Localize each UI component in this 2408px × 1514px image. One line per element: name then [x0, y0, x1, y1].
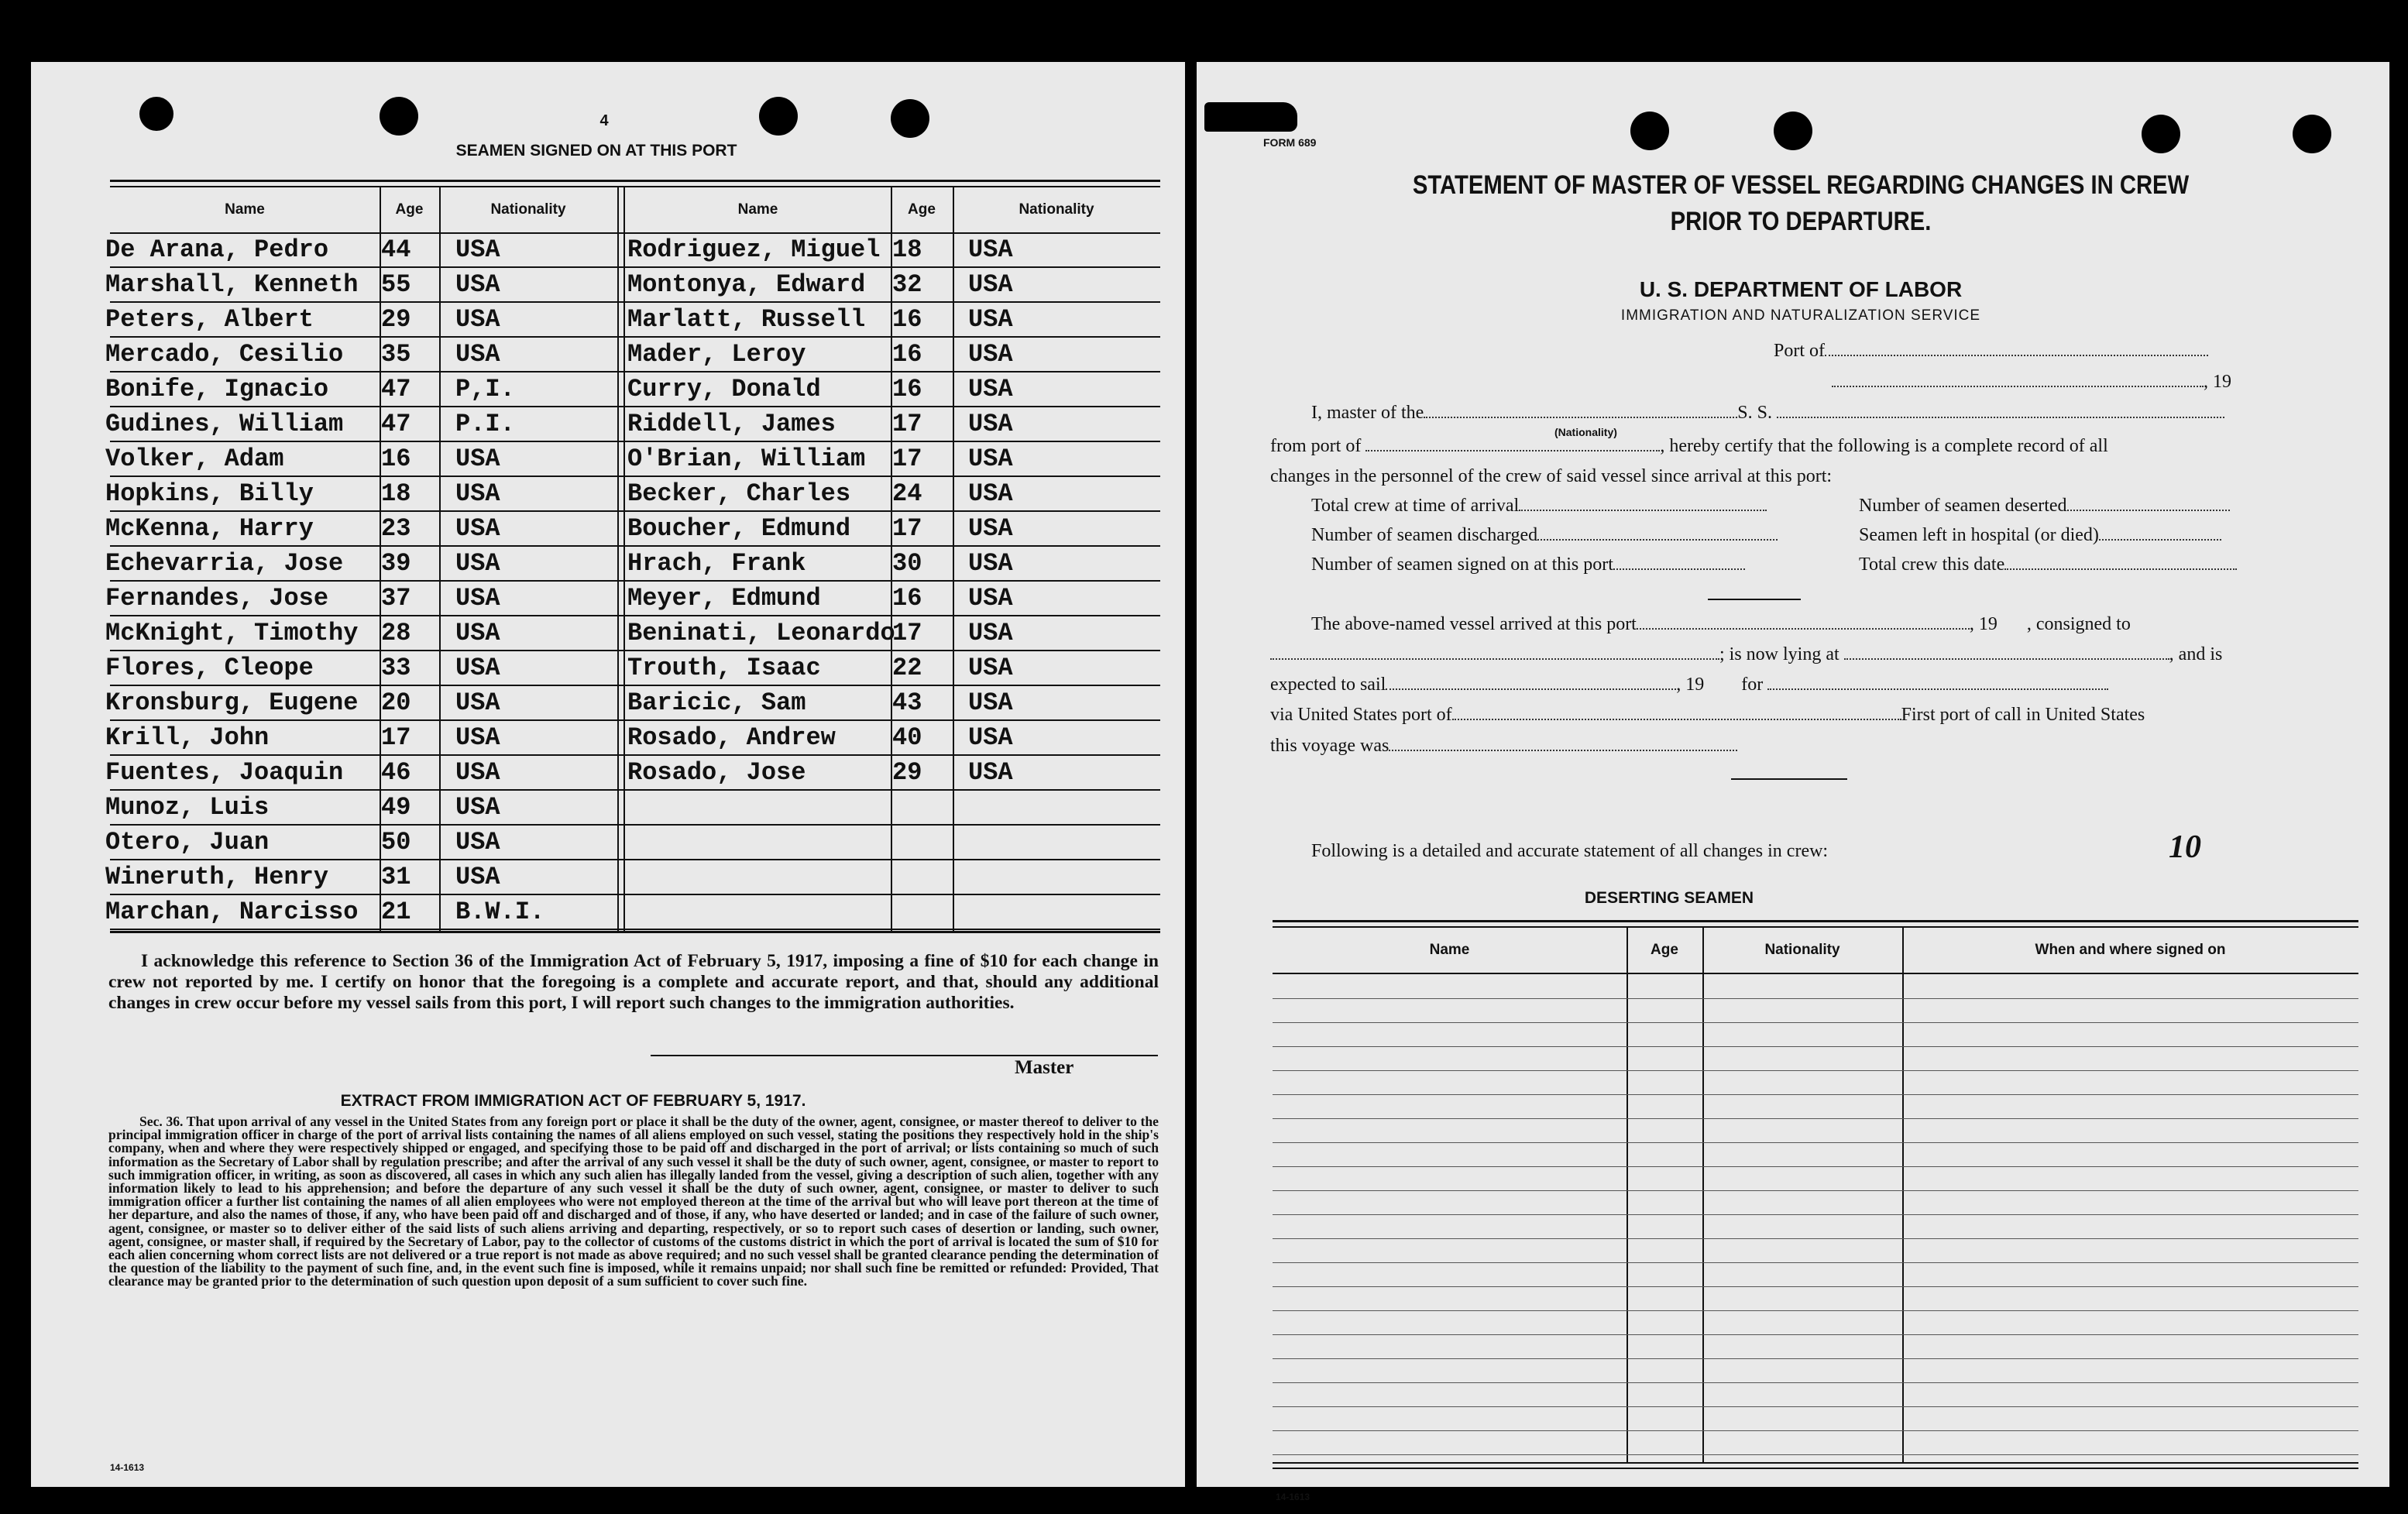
seaman-name: Boucher, Edmund	[627, 514, 851, 543]
left-page	[31, 62, 1185, 1487]
from-port-field[interactable]	[1365, 450, 1660, 451]
seaman-name: Peters, Albert	[105, 305, 314, 334]
deserting-row-line	[1273, 1238, 2358, 1239]
seaman-nationality: USA	[455, 549, 500, 578]
seaman-age: 23	[381, 514, 411, 543]
deserting-row-line	[1273, 1406, 2358, 1407]
seaman-nationality: USA	[455, 654, 500, 682]
punch-hole	[139, 97, 173, 131]
seaman-age: 16	[892, 305, 922, 334]
seaman-age: 29	[381, 305, 411, 334]
seaman-name: Marchan, Narcisso	[105, 898, 359, 926]
seaman-age: 20	[381, 688, 411, 717]
seaman-age: 24	[892, 479, 922, 508]
seaman-age: 17	[381, 723, 411, 752]
certify-text: , hereby certify that the following is a complete record of all	[1660, 436, 2108, 456]
seaman-nationality: USA	[968, 514, 1013, 543]
seaman-age: 31	[381, 863, 411, 891]
punch-hole	[2142, 115, 2180, 153]
row-divider	[110, 650, 1160, 651]
deserting-header-name: Name	[1429, 942, 1470, 958]
nineteen-label: , 19	[1969, 614, 1998, 634]
deserting-row-line	[1273, 1382, 2358, 1383]
seaman-nationality: USA	[968, 688, 1013, 717]
seaman-age: 18	[381, 479, 411, 508]
section-title: SEAMEN SIGNED ON AT THIS PORT	[455, 142, 737, 160]
row-divider	[110, 580, 1160, 582]
seaman-name: Fernandes, Jose	[105, 584, 329, 613]
nationality-hint: (Nationality)	[1554, 426, 1617, 438]
seaman-name: Montonya, Edward	[627, 270, 866, 299]
row-divider	[110, 441, 1160, 442]
service-name: IMMIGRATION AND NATURALIZATION SERVICE	[1620, 307, 1981, 324]
year-prefix: , 19	[2204, 372, 2231, 392]
column-header-name: Name	[225, 201, 265, 218]
right-page	[1197, 62, 2389, 1502]
seaman-name: Marshall, Kenneth	[105, 270, 359, 299]
row-divider	[110, 336, 1160, 338]
destination-field[interactable]	[1767, 688, 2108, 690]
seaman-nationality: USA	[455, 270, 500, 299]
seaman-nationality: USA	[968, 758, 1013, 787]
for-label: for	[1741, 675, 1764, 695]
seaman-age: 17	[892, 445, 922, 473]
seaman-name: Bonife, Ignacio	[105, 375, 329, 403]
seaman-nationality: USA	[968, 235, 1013, 264]
seaman-age: 28	[381, 619, 411, 647]
seamen-deserted-field[interactable]	[2067, 510, 2230, 511]
deserting-row-line	[1273, 1166, 2358, 1167]
seaman-name: Volker, Adam	[105, 445, 284, 473]
seaman-age: 16	[892, 584, 922, 613]
seaman-nationality: USA	[968, 270, 1013, 299]
seaman-age: 43	[892, 688, 922, 717]
total-crew-arrival-label: Total crew at time of arrival	[1311, 496, 1520, 516]
seaman-age: 55	[381, 270, 411, 299]
seaman-name: Wineruth, Henry	[105, 863, 329, 891]
footer-code: 14-1613	[1276, 1492, 1310, 1502]
seamen-deserted-label: Number of seamen deserted	[1859, 496, 2067, 516]
seaman-name: Mader, Leroy	[627, 340, 806, 369]
row-divider	[110, 371, 1160, 372]
column-header-nationality: Nationality	[1019, 201, 1094, 218]
voyage-label: this voyage was	[1270, 736, 1389, 756]
seaman-age: 40	[892, 723, 922, 752]
deserting-row-line	[1273, 1190, 2358, 1191]
seaman-age: 17	[892, 619, 922, 647]
seamen-hospital-label: Seamen left in hospital (or died)	[1859, 525, 2099, 545]
seaman-name: Otero, Juan	[105, 828, 270, 857]
column-header-name: Name	[737, 201, 778, 218]
seaman-name: Echevarria, Jose	[105, 549, 344, 578]
row-divider	[110, 894, 1160, 895]
following-text: Following is a detailed and accurate statement of all changes in crew:	[1311, 841, 1829, 861]
seaman-age: 29	[892, 758, 922, 787]
seaman-age: 47	[381, 410, 411, 438]
date-field[interactable]	[1832, 386, 2204, 387]
seaman-name: Beninati, Leonardo	[627, 619, 895, 647]
seaman-nationality: USA	[455, 619, 500, 647]
from-port-label: from port of	[1270, 436, 1362, 456]
extract-title: EXTRACT FROM IMMIGRATION ACT OF FEBRUARY 5, 1917.	[340, 1092, 806, 1110]
and-is-label: , and is	[2169, 644, 2223, 664]
column-header-age: Age	[395, 201, 424, 218]
consignee-field[interactable]	[1270, 658, 1719, 660]
deserting-row-line	[1273, 1430, 2358, 1431]
column-header-age: Age	[908, 201, 936, 218]
deserting-row-line	[1273, 1454, 2358, 1455]
first-port-label: First port of call in United States	[1901, 705, 2145, 725]
seaman-name: Munoz, Luis	[105, 793, 270, 822]
seaman-nationality: USA	[455, 445, 500, 473]
acknowledgement-text: I acknowledge this reference to Section 36 of the Immigration Act of February 5, 1917, imposing a fine of $10 for each change in crew not reported by me. I certify on honor that the foregoing is a complete and accurate report, and that, should any additional changes in crew occur before my vessel sails from this port, I will report such changes to the immigration authorities.	[108, 951, 1159, 1013]
row-divider	[110, 929, 1160, 930]
seaman-nationality: USA	[455, 479, 500, 508]
seaman-name: Kronsburg, Eugene	[105, 688, 359, 717]
seaman-age: 47	[381, 375, 411, 403]
seaman-name: Rosado, Jose	[627, 758, 806, 787]
seaman-age: 46	[381, 758, 411, 787]
deserting-row-line	[1273, 1262, 2358, 1263]
voyage-field[interactable]	[1389, 750, 1737, 751]
arrived-label: The above-named vessel arrived at this port	[1311, 614, 1637, 634]
seaman-name: Marlatt, Russell	[627, 305, 866, 334]
deserting-row-line	[1273, 1358, 2358, 1359]
deserting-row-line	[1273, 1214, 2358, 1215]
seamen-discharged-field[interactable]	[1537, 539, 1778, 541]
seamen-discharged-label: Number of seamen discharged	[1311, 525, 1538, 545]
row-divider	[110, 266, 1160, 268]
seaman-nationality: B.W.I.	[455, 898, 545, 926]
seaman-name: O'Brian, William	[627, 445, 866, 473]
seamen-hospital-field[interactable]	[2099, 539, 2221, 541]
seaman-name: Rosado, Andrew	[627, 723, 836, 752]
extract-text: Sec. 36. That upon arrival of any vessel in the United States from any foreign port or place it shall be the duty of the owner, agent, consignee, or master thereof to deliver to the principal immigration officer in charge of the port of arrival lists containing the names of all aliens employed on such vessel, stating the positions they respectively hold in the ship's company, when and where they were respectively shipped or engaged, and specifying those to be paid off and discharged in the port of arrival; or lists containing so much of such information as the Secretary of Labor shall by regulation prescribe; and after the arrival of any such vessel it shall be the duty of such owner, agent, consignee, or master to report to such immigration officer, in writing, as soon as discovered, all cases in which any such alien has illegally landed from the vessel, giving a description of such alien, together with any information likely to lead to his apprehension; and before the departure of any such vessel it shall be the duty of such owner, agent, consignee, or master to deliver to such immigration officer a further list containing the names of all alien employees who were not employed thereon at the time of the arrival but who will leave port thereon at the time of her departure, and also the names of those, if any, who have been paid off and discharged and of those, if any, who have deserted or landed; and in case of the failure of such owner, agent, consignee, or master so to deliver either of the said lists of such aliens arriving and departing, respectively, or so to report such cases of desertion or landing, such owner, agent, consignee, or master shall, if required by the Secretary of Labor, pay to the collector of customs of the customs district in which the port of arrival is located the sum of $10 for each alien concerning whom correct lists are not delivered or a true report is not made as above required; and no such vessel shall be granted clearance pending the determination of the question of the liability to the payment of such fine, and, in the event such fine is imposed, while it remains unpaid; nor shall such fine be remitted or refunded: Provided, That clearance may be granted prior to the determination of such question upon deposit of a sum sufficient to cover such fine.	[108, 1114, 1159, 1289]
vessel-nationality-field[interactable]	[1424, 417, 1737, 418]
row-divider	[110, 406, 1160, 407]
row-divider	[110, 859, 1160, 860]
seaman-nationality: USA	[968, 723, 1013, 752]
seaman-nationality: USA	[968, 479, 1013, 508]
sail-date-field[interactable]	[1386, 688, 1676, 690]
seaman-nationality: USA	[455, 235, 500, 264]
seaman-age: 44	[381, 235, 411, 264]
punch-hole	[759, 97, 798, 136]
deserting-header-nationality: Nationality	[1764, 942, 1840, 958]
seamen-signed-label: Number of seamen signed on at this port	[1311, 554, 1613, 575]
seaman-name: McKenna, Harry	[105, 514, 314, 543]
form-number: FORM 689	[1263, 136, 1317, 149]
seaman-nationality: USA	[455, 340, 500, 369]
seaman-age: 35	[381, 340, 411, 369]
seaman-age: 39	[381, 549, 411, 578]
seaman-name: Gudines, William	[105, 410, 344, 438]
row-divider	[110, 615, 1160, 616]
port-of-label: Port of	[1774, 341, 1825, 361]
seaman-nationality: USA	[968, 654, 1013, 682]
seaman-nationality: USA	[455, 688, 500, 717]
footer-code: 14-1613	[110, 1462, 145, 1473]
seaman-nationality: USA	[968, 340, 1013, 369]
row-divider	[110, 824, 1160, 826]
row-divider	[110, 685, 1160, 686]
punch-hole	[891, 99, 929, 138]
deserting-row-line	[1273, 1118, 2358, 1119]
seaman-nationality: USA	[968, 619, 1013, 647]
seaman-nationality: USA	[968, 584, 1013, 613]
seaman-age: 17	[892, 514, 922, 543]
seaman-nationality: USA	[968, 410, 1013, 438]
deserting-row-line	[1273, 998, 2358, 999]
deserting-row-line	[1273, 1142, 2358, 1143]
total-crew-date-label: Total crew this date	[1859, 554, 2005, 575]
column-header-nationality: Nationality	[490, 201, 566, 218]
seaman-nationality: P,I.	[455, 375, 515, 403]
row-divider	[110, 789, 1160, 791]
deserting-row-line	[1273, 1070, 2358, 1071]
seaman-name: Mercado, Cesilio	[105, 340, 344, 369]
deserting-row-line	[1273, 1310, 2358, 1311]
seaman-age: 16	[892, 340, 922, 369]
ss-label: S. S.	[1737, 403, 1772, 423]
nineteen-label: , 19	[1676, 675, 1705, 695]
seaman-nationality: USA	[455, 514, 500, 543]
row-divider	[110, 754, 1160, 756]
seaman-age: 32	[892, 270, 922, 299]
seaman-nationality: USA	[455, 723, 500, 752]
seaman-age: 16	[892, 375, 922, 403]
total-crew-date-field[interactable]	[2004, 568, 2237, 570]
seaman-nationality: USA	[968, 549, 1013, 578]
seaman-age: 50	[381, 828, 411, 857]
seaman-age: 37	[381, 584, 411, 613]
deserting-row-line	[1273, 1046, 2358, 1047]
department-name: U. S. DEPARTMENT OF LABOR	[1639, 277, 1963, 301]
row-divider	[110, 475, 1160, 477]
seaman-nationality: USA	[455, 758, 500, 787]
seaman-age: 30	[892, 549, 922, 578]
form-title-line-1: STATEMENT OF MASTER OF VESSEL REGARDING CHANGES IN CREW	[1412, 170, 2190, 200]
form-title-line-2: PRIOR TO DEPARTURE.	[1670, 207, 1932, 236]
seaman-name: Hopkins, Billy	[105, 479, 314, 508]
seaman-name: Fuentes, Joaquin	[105, 758, 344, 787]
row-divider	[110, 545, 1160, 547]
seaman-nationality: USA	[455, 863, 500, 891]
via-port-label: via United States port of	[1270, 705, 1452, 725]
deserting-row-line	[1273, 1286, 2358, 1287]
seaman-name: Riddell, James	[627, 410, 836, 438]
total-crew-arrival-field[interactable]	[1519, 510, 1767, 511]
seaman-name: De Arana, Pedro	[105, 235, 329, 264]
master-signature-label: Master	[1015, 1057, 1074, 1078]
seaman-name: Trouth, Isaac	[627, 654, 821, 682]
deserting-title: DESERTING SEAMEN	[1584, 889, 1754, 907]
punch-hole	[380, 97, 418, 136]
via-port-field[interactable]	[1452, 719, 1901, 720]
punch-hole	[1630, 112, 1669, 150]
row-divider	[110, 510, 1160, 512]
seaman-name: Baricic, Sam	[627, 688, 806, 717]
seaman-nationality: USA	[968, 305, 1013, 334]
arrival-date-field[interactable]	[1637, 628, 1970, 630]
seaman-name: Krill, John	[105, 723, 270, 752]
seamen-signed-field[interactable]	[1613, 568, 1745, 570]
seaman-nationality: USA	[968, 445, 1013, 473]
seaman-nationality: USA	[455, 828, 500, 857]
seaman-nationality: USA	[455, 305, 500, 334]
vessel-name-field[interactable]	[1777, 417, 2224, 418]
lying-at-label: ; is now lying at	[1719, 644, 1839, 664]
lying-at-field[interactable]	[1844, 658, 2169, 660]
punch-hole	[2293, 115, 2331, 153]
seaman-age: 18	[892, 235, 922, 264]
punch-hole	[1774, 112, 1812, 150]
seaman-name: McKnight, Timothy	[105, 619, 359, 647]
ink-blot	[1204, 102, 1297, 132]
seaman-age: 22	[892, 654, 922, 682]
seaman-age: 33	[381, 654, 411, 682]
deserting-header-when-where: When and where signed on	[2035, 942, 2226, 958]
master-of-label: I, master of the	[1311, 403, 1424, 423]
seaman-name: Becker, Charles	[627, 479, 851, 508]
seaman-name: Curry, Donald	[627, 375, 821, 403]
seaman-name: Meyer, Edmund	[627, 584, 821, 613]
handwritten-number: 10	[2169, 829, 2201, 865]
port-of-field[interactable]	[1825, 355, 2208, 356]
row-divider	[110, 301, 1160, 303]
seaman-age: 16	[381, 445, 411, 473]
seaman-age: 17	[892, 410, 922, 438]
page-number: 4	[599, 112, 609, 129]
deserting-header-age: Age	[1651, 942, 1678, 958]
seaman-name: Hrach, Frank	[627, 549, 806, 578]
seaman-nationality: USA	[455, 584, 500, 613]
seaman-age: 21	[381, 898, 411, 926]
deserting-row-line	[1273, 1094, 2358, 1095]
seaman-nationality: USA	[968, 375, 1013, 403]
seaman-name: Rodriguez, Miguel	[627, 235, 881, 264]
deserting-row-line	[1273, 1334, 2358, 1335]
consigned-label: , consigned to	[2026, 614, 2131, 634]
expected-sail-label: expected to sail	[1270, 675, 1386, 695]
changes-text: changes in the personnel of the crew of said vessel since arrival at this port:	[1270, 466, 1833, 486]
seaman-name: Flores, Cleope	[105, 654, 314, 682]
seaman-age: 49	[381, 793, 411, 822]
row-divider	[110, 719, 1160, 721]
seaman-nationality: P.I.	[455, 410, 515, 438]
seaman-nationality: USA	[455, 793, 500, 822]
deserting-row-line	[1273, 1022, 2358, 1023]
